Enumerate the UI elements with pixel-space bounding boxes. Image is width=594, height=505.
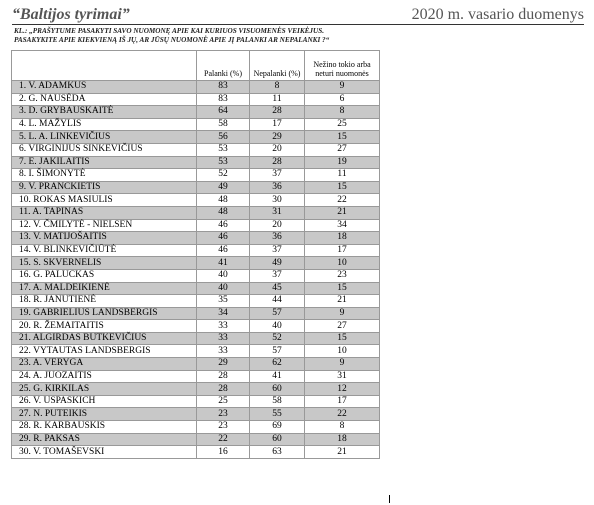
row-unfavorable: 11: [250, 93, 305, 106]
row-name: 2. G. NAUSĖDA: [12, 93, 197, 106]
row-name: 14. V. BLINKEVIČIŪTĖ: [12, 244, 197, 257]
row-favorable: 40: [197, 269, 250, 282]
row-favorable: 33: [197, 345, 250, 358]
row-name: 21. ALGIRDAS BUTKEVIČIUS: [12, 332, 197, 345]
row-no-opinion: 6: [305, 93, 380, 106]
data-period: 2020 m. vasario duomenys: [411, 6, 584, 23]
row-no-opinion: 23: [305, 269, 380, 282]
row-name: 12. V. ČMILYTĖ - NIELSEN: [12, 219, 197, 232]
row-no-opinion: 18: [305, 433, 380, 446]
row-unfavorable: 17: [250, 118, 305, 131]
row-favorable: 16: [197, 446, 250, 459]
table-row: [12, 181, 380, 194]
row-unfavorable: 52: [250, 332, 305, 345]
row-unfavorable: 8: [250, 81, 305, 94]
row-name: 17. A. MALDEIKIENĖ: [12, 282, 197, 295]
row-name: 7. E. JAKILAITIS: [12, 156, 197, 169]
row-favorable: 40: [197, 282, 250, 295]
table-row: [12, 345, 380, 358]
row-name: 3. D. GRYBAUSKAITĖ: [12, 106, 197, 119]
row-name: 6. VIRGINIJUS SINKEVIČIUS: [12, 143, 197, 156]
row-no-opinion: 9: [305, 307, 380, 320]
table-row: [12, 358, 380, 371]
row-name: 29. R. PAKSAS: [12, 433, 197, 446]
header-unfavorable: Nepalanki (%): [250, 51, 305, 81]
row-no-opinion: 27: [305, 320, 380, 333]
question-line-2: PASAKYKITE APIE KIEKVIENĄ IŠ JŲ, AR JŪSŲ NUOMONĖ APIE JĮ PALANKI AR NEPALANKI ?“: [14, 35, 330, 44]
table-row: [12, 332, 380, 345]
header-name: [12, 51, 197, 81]
row-unfavorable: 28: [250, 106, 305, 119]
row-no-opinion: 10: [305, 345, 380, 358]
row-name: 4. L. MAŽYLIS: [12, 118, 197, 131]
table-row: [12, 320, 380, 333]
document-header: [12, 6, 584, 26]
text-cursor: [389, 495, 390, 503]
table-row: [12, 257, 380, 270]
row-no-opinion: 9: [305, 81, 380, 94]
table-row: [12, 81, 380, 94]
row-unfavorable: 30: [250, 194, 305, 207]
table-row: [12, 370, 380, 383]
row-favorable: 83: [197, 81, 250, 94]
row-unfavorable: 29: [250, 131, 305, 144]
table-row: [12, 295, 380, 308]
row-favorable: 35: [197, 295, 250, 308]
row-unfavorable: 45: [250, 282, 305, 295]
row-no-opinion: 12: [305, 383, 380, 396]
row-unfavorable: 62: [250, 358, 305, 371]
row-unfavorable: 28: [250, 156, 305, 169]
row-unfavorable: 37: [250, 244, 305, 257]
row-name: 8. I. ŠIMONYTĖ: [12, 169, 197, 182]
row-favorable: 33: [197, 332, 250, 345]
row-no-opinion: 11: [305, 169, 380, 182]
row-favorable: 28: [197, 383, 250, 396]
row-name: 20. R. ŽEMAITAITIS: [12, 320, 197, 333]
row-no-opinion: 8: [305, 106, 380, 119]
table-row: [12, 219, 380, 232]
row-name: 22. VYTAUTAS LANDSBERGIS: [12, 345, 197, 358]
row-unfavorable: 36: [250, 232, 305, 245]
table-row: [12, 156, 380, 169]
row-favorable: 23: [197, 408, 250, 421]
row-no-opinion: 22: [305, 194, 380, 207]
row-favorable: 83: [197, 93, 250, 106]
table-row: [12, 307, 380, 320]
row-unfavorable: 60: [250, 433, 305, 446]
row-unfavorable: 58: [250, 395, 305, 408]
row-unfavorable: 41: [250, 370, 305, 383]
row-no-opinion: 34: [305, 219, 380, 232]
table-row: [12, 93, 380, 106]
table-row: [12, 446, 380, 459]
row-favorable: 29: [197, 358, 250, 371]
row-favorable: 46: [197, 219, 250, 232]
row-favorable: 49: [197, 181, 250, 194]
row-favorable: 53: [197, 156, 250, 169]
table-row: [12, 269, 380, 282]
row-unfavorable: 20: [250, 219, 305, 232]
row-no-opinion: 17: [305, 244, 380, 257]
row-no-opinion: 18: [305, 232, 380, 245]
table-row: [12, 194, 380, 207]
row-name: 19. GABRIELIUS LANDSBERGIS: [12, 307, 197, 320]
row-no-opinion: 15: [305, 181, 380, 194]
row-no-opinion: 21: [305, 446, 380, 459]
row-unfavorable: 69: [250, 421, 305, 434]
table-row: [12, 282, 380, 295]
row-name: 11. A. TAPINAS: [12, 206, 197, 219]
row-favorable: 53: [197, 143, 250, 156]
row-no-opinion: 9: [305, 358, 380, 371]
row-no-opinion: 31: [305, 370, 380, 383]
row-unfavorable: 31: [250, 206, 305, 219]
table-row: [12, 169, 380, 182]
table-row: [12, 244, 380, 257]
row-favorable: 34: [197, 307, 250, 320]
row-favorable: 64: [197, 106, 250, 119]
table-header-row: [12, 51, 380, 81]
table-row: [12, 143, 380, 156]
row-no-opinion: 8: [305, 421, 380, 434]
brand-title: “Baltijos tyrimai”: [12, 6, 130, 23]
row-no-opinion: 27: [305, 143, 380, 156]
row-name: 27. N. PUTEIKIS: [12, 408, 197, 421]
table-row: [12, 206, 380, 219]
row-favorable: 52: [197, 169, 250, 182]
table-row: [12, 232, 380, 245]
row-favorable: 58: [197, 118, 250, 131]
row-favorable: 33: [197, 320, 250, 333]
row-name: 25. G. KIRKILAS: [12, 383, 197, 396]
row-unfavorable: 37: [250, 169, 305, 182]
row-name: 28. R. KARBAUSKIS: [12, 421, 197, 434]
row-name: 24. A. JUOZAITIS: [12, 370, 197, 383]
row-no-opinion: 10: [305, 257, 380, 270]
row-name: 15. S. SKVERNELIS: [12, 257, 197, 270]
row-unfavorable: 57: [250, 307, 305, 320]
row-name: 1. V. ADAMKUS: [12, 81, 197, 94]
row-favorable: 48: [197, 194, 250, 207]
table-row: [12, 395, 380, 408]
table-body: [12, 81, 380, 459]
row-no-opinion: 21: [305, 206, 380, 219]
row-no-opinion: 25: [305, 118, 380, 131]
row-no-opinion: 15: [305, 282, 380, 295]
row-name: 30. V. TOMAŠEVSKI: [12, 446, 197, 459]
row-favorable: 48: [197, 206, 250, 219]
table-row: [12, 408, 380, 421]
header-rule: [12, 24, 584, 25]
row-name: 10. ROKAS MASIULIS: [12, 194, 197, 207]
row-no-opinion: 15: [305, 332, 380, 345]
row-favorable: 28: [197, 370, 250, 383]
row-no-opinion: 22: [305, 408, 380, 421]
header-favorable: Palanki (%): [197, 51, 250, 81]
row-unfavorable: 20: [250, 143, 305, 156]
table-row: [12, 421, 380, 434]
row-favorable: 46: [197, 232, 250, 245]
row-name: 16. G. PALUCKAS: [12, 269, 197, 282]
row-unfavorable: 37: [250, 269, 305, 282]
row-unfavorable: 57: [250, 345, 305, 358]
row-name: 5. L. A. LINKEVIČIUS: [12, 131, 197, 144]
table-row: [12, 131, 380, 144]
ratings-table: [11, 50, 380, 459]
row-unfavorable: 49: [250, 257, 305, 270]
table-row: [12, 383, 380, 396]
row-favorable: 46: [197, 244, 250, 257]
row-name: 13. V. MATIJOŠAITIS: [12, 232, 197, 245]
survey-question: [14, 27, 574, 44]
row-unfavorable: 63: [250, 446, 305, 459]
row-name: 9. V. PRANCKIETIS: [12, 181, 197, 194]
row-unfavorable: 55: [250, 408, 305, 421]
table-row: [12, 118, 380, 131]
row-favorable: 23: [197, 421, 250, 434]
row-favorable: 22: [197, 433, 250, 446]
row-name: 26. V. USPASKICH: [12, 395, 197, 408]
table-row: [12, 106, 380, 119]
row-no-opinion: 21: [305, 295, 380, 308]
row-unfavorable: 36: [250, 181, 305, 194]
row-favorable: 56: [197, 131, 250, 144]
row-no-opinion: 17: [305, 395, 380, 408]
row-no-opinion: 19: [305, 156, 380, 169]
header-no-opinion: Nežino tokio arba neturi nuomonės: [305, 51, 380, 81]
row-favorable: 41: [197, 257, 250, 270]
row-name: 23. A. VERYGA: [12, 358, 197, 371]
row-no-opinion: 15: [305, 131, 380, 144]
table-row: [12, 433, 380, 446]
row-favorable: 25: [197, 395, 250, 408]
question-line-1: KL.: „PRAŠYTUME PASAKYTI SAVO NUOMONĘ APIE KAI KURIUOS VISUOMENĖS VEIKĖJUS.: [14, 27, 325, 35]
row-unfavorable: 40: [250, 320, 305, 333]
row-name: 18. R. JANUTIENĖ: [12, 295, 197, 308]
row-unfavorable: 44: [250, 295, 305, 308]
row-unfavorable: 60: [250, 383, 305, 396]
